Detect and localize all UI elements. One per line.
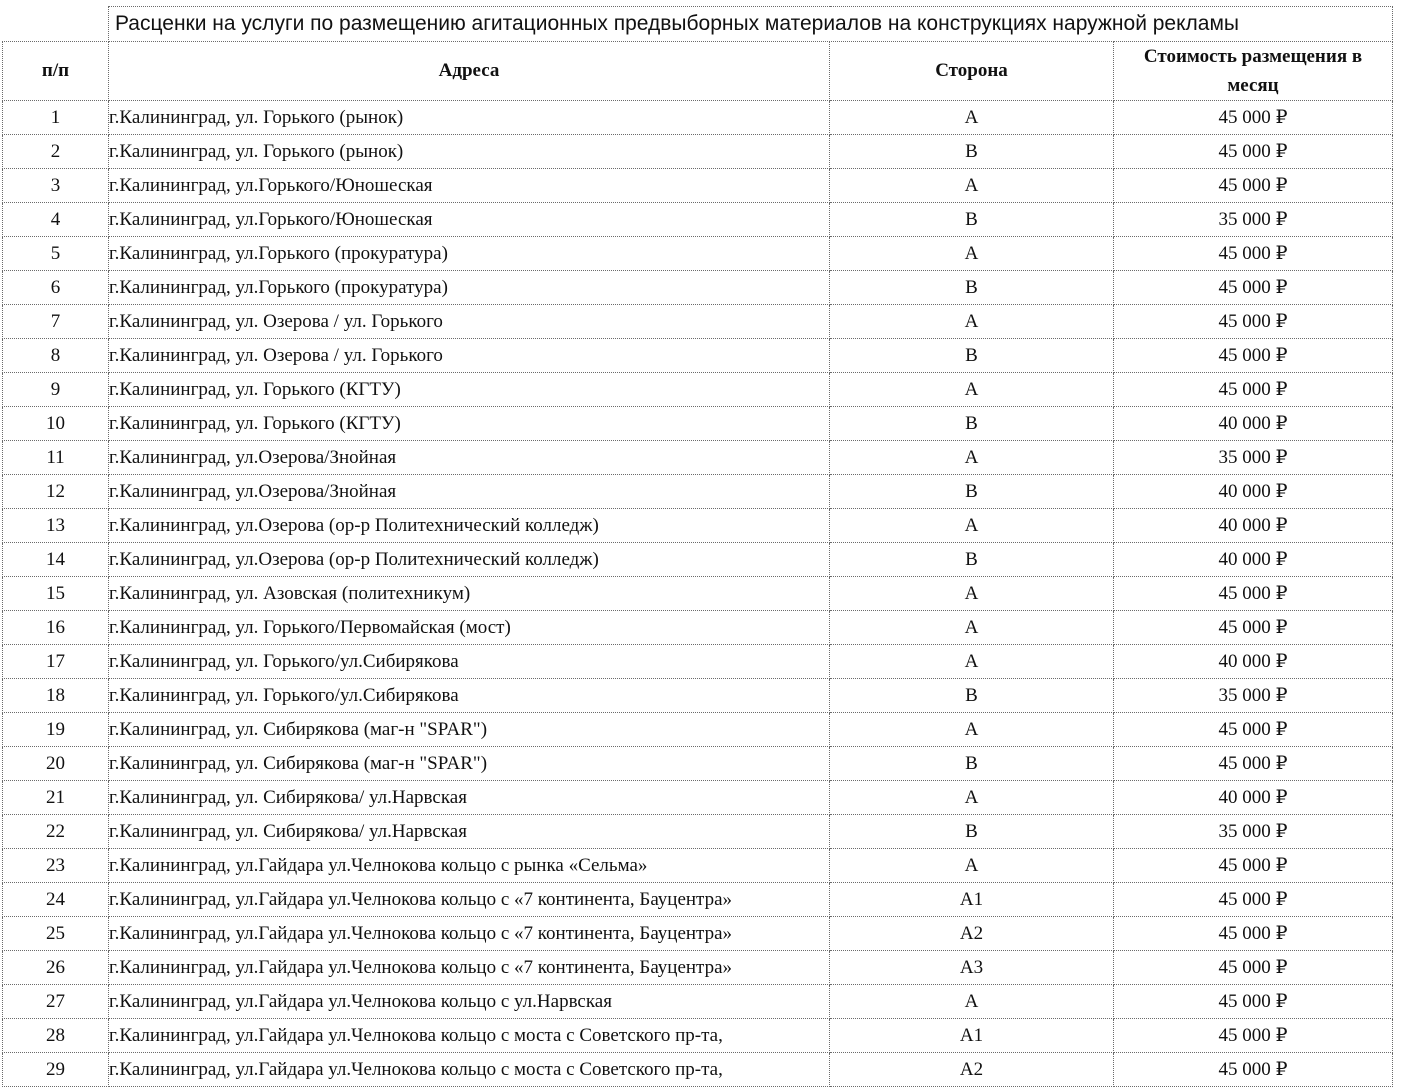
row-number-cell[interactable]: 11 [3, 441, 109, 475]
side-cell[interactable]: А3 [830, 951, 1114, 985]
table-row [3, 781, 1393, 815]
row-number-cell[interactable]: 16 [3, 611, 109, 645]
table-row [3, 747, 1393, 781]
price-cell[interactable]: 40 000 ₽ [1114, 407, 1393, 441]
price-cell[interactable]: 45 000 ₽ [1114, 611, 1393, 645]
address-cell[interactable]: г.Калининград, ул. Сибирякова (маг-н "SPAR") [109, 713, 830, 747]
side-cell[interactable]: А1 [830, 1019, 1114, 1053]
address-cell[interactable]: г.Калининград, ул.Гайдара ул.Челнокова кольцо с рынка «Сельма» [109, 849, 830, 883]
header-price[interactable]: Стоимость размещения в месяц [1114, 42, 1393, 101]
table-row [3, 509, 1393, 543]
address-cell[interactable]: г.Калининград, ул. Горького (рынок) [109, 135, 830, 169]
row-number-cell[interactable]: 14 [3, 543, 109, 577]
table-row [3, 441, 1393, 475]
side-cell[interactable]: А [830, 611, 1114, 645]
price-cell[interactable]: 45 000 ₽ [1114, 951, 1393, 985]
address-cell[interactable]: г.Калининград, ул. Горького/ул.Сибирякова [109, 679, 830, 713]
price-cell[interactable]: 45 000 ₽ [1114, 883, 1393, 917]
price-cell[interactable]: 45 000 ₽ [1114, 917, 1393, 951]
table-body [3, 101, 1393, 1087]
table-row [3, 917, 1393, 951]
price-cell[interactable]: 45 000 ₽ [1114, 373, 1393, 407]
row-number-cell[interactable]: 20 [3, 747, 109, 781]
table-row [3, 679, 1393, 713]
address-cell[interactable]: г.Калининград, ул. Горького (КГТУ) [109, 407, 830, 441]
side-cell[interactable]: А2 [830, 1053, 1114, 1087]
empty-cell[interactable] [3, 7, 109, 42]
price-cell[interactable]: 35 000 ₽ [1114, 679, 1393, 713]
table-row [3, 407, 1393, 441]
table-row [3, 475, 1393, 509]
row-number-cell[interactable]: 4 [3, 203, 109, 237]
table-row [3, 135, 1393, 169]
address-cell[interactable]: г.Калининград, ул.Озерова (ор-р Политехнический колледж) [109, 543, 830, 577]
side-cell[interactable]: А [830, 101, 1114, 135]
table-row [3, 1019, 1393, 1053]
row-number-cell[interactable]: 18 [3, 679, 109, 713]
side-cell[interactable]: В [830, 271, 1114, 305]
table-row [3, 713, 1393, 747]
address-cell[interactable]: г.Калининград, ул. Азовская (политехникум) [109, 577, 830, 611]
price-cell[interactable]: 45 000 ₽ [1114, 271, 1393, 305]
price-cell[interactable]: 45 000 ₽ [1114, 237, 1393, 271]
address-cell[interactable]: г.Калининград, ул.Гайдара ул.Челнокова кольцо с «7 континента, Бауцентра» [109, 917, 830, 951]
address-cell[interactable]: г.Калининград, ул. Сибирякова (маг-н "SPAR") [109, 747, 830, 781]
side-cell[interactable]: В [830, 135, 1114, 169]
side-cell[interactable]: А [830, 373, 1114, 407]
address-cell[interactable]: г.Калининград, ул.Озерова/Знойная [109, 441, 830, 475]
row-number-cell[interactable]: 25 [3, 917, 109, 951]
address-cell[interactable]: г.Калининград, ул. Озерова / ул. Горького [109, 339, 830, 373]
table-row [3, 373, 1393, 407]
side-cell[interactable]: А [830, 577, 1114, 611]
row-number-cell[interactable]: 2 [3, 135, 109, 169]
row-number-cell[interactable]: 7 [3, 305, 109, 339]
address-cell[interactable]: г.Калининград, ул. Сибирякова/ ул.Нарвская [109, 815, 830, 849]
address-cell[interactable]: г.Калининград, ул.Озерова/Знойная [109, 475, 830, 509]
table-row [3, 883, 1393, 917]
address-cell[interactable]: г.Калининград, ул.Горького (прокуратура) [109, 271, 830, 305]
price-cell[interactable]: 45 000 ₽ [1114, 985, 1393, 1019]
table-row [3, 577, 1393, 611]
price-cell[interactable]: 35 000 ₽ [1114, 203, 1393, 237]
price-cell[interactable]: 45 000 ₽ [1114, 747, 1393, 781]
table-row [3, 951, 1393, 985]
header-row [3, 42, 1393, 101]
price-cell[interactable]: 45 000 ₽ [1114, 339, 1393, 373]
side-cell[interactable]: В [830, 679, 1114, 713]
header-num[interactable]: п/п [3, 42, 109, 101]
table-title[interactable]: Расценки на услуги по размещению агитационных предвыборных материалов на конструкциях наружной рекламы [109, 7, 1393, 42]
row-number-cell[interactable]: 17 [3, 645, 109, 679]
row-number-cell[interactable]: 24 [3, 883, 109, 917]
address-cell[interactable]: г.Калининград, ул. Озерова / ул. Горького [109, 305, 830, 339]
table-row [3, 1053, 1393, 1087]
address-cell[interactable]: г.Калининград, ул.Озерова (ор-р Политехнический колледж) [109, 509, 830, 543]
row-number-cell[interactable]: 21 [3, 781, 109, 815]
price-cell[interactable]: 45 000 ₽ [1114, 1019, 1393, 1053]
price-cell[interactable]: 45 000 ₽ [1114, 101, 1393, 135]
address-cell[interactable]: г.Калининград, ул.Гайдара ул.Челнокова кольцо с «7 континента, Бауцентра» [109, 883, 830, 917]
row-number-cell[interactable]: 27 [3, 985, 109, 1019]
side-cell[interactable]: А [830, 169, 1114, 203]
price-cell[interactable]: 45 000 ₽ [1114, 1053, 1393, 1087]
row-number-cell[interactable]: 6 [3, 271, 109, 305]
side-cell[interactable]: А [830, 849, 1114, 883]
price-cell[interactable]: 45 000 ₽ [1114, 305, 1393, 339]
table-row [3, 339, 1393, 373]
table-row [3, 101, 1393, 135]
price-cell[interactable]: 45 000 ₽ [1114, 169, 1393, 203]
row-number-cell[interactable]: 15 [3, 577, 109, 611]
side-cell[interactable]: А [830, 985, 1114, 1019]
side-cell[interactable]: А [830, 305, 1114, 339]
address-cell[interactable]: г.Калининград, ул.Гайдара ул.Челнокова кольцо с «7 континента, Бауцентра» [109, 951, 830, 985]
side-cell[interactable]: А [830, 509, 1114, 543]
address-cell[interactable]: г.Калининград, ул. Горького/ул.Сибирякова [109, 645, 830, 679]
side-cell[interactable]: В [830, 475, 1114, 509]
row-number-cell[interactable]: 8 [3, 339, 109, 373]
row-number-cell[interactable]: 23 [3, 849, 109, 883]
side-cell[interactable]: А2 [830, 917, 1114, 951]
side-cell[interactable]: В [830, 203, 1114, 237]
price-cell[interactable]: 40 000 ₽ [1114, 543, 1393, 577]
price-cell[interactable]: 45 000 ₽ [1114, 713, 1393, 747]
address-cell[interactable]: г.Калининград, ул.Гайдара ул.Челнокова кольцо с моста с Советского пр-та, [109, 1019, 830, 1053]
side-cell[interactable]: А1 [830, 883, 1114, 917]
table-row [3, 305, 1393, 339]
row-number-cell[interactable]: 5 [3, 237, 109, 271]
table-row [3, 543, 1393, 577]
side-cell[interactable]: А [830, 237, 1114, 271]
row-number-cell[interactable]: 12 [3, 475, 109, 509]
side-cell[interactable]: А [830, 645, 1114, 679]
row-number-cell[interactable]: 13 [3, 509, 109, 543]
row-number-cell[interactable]: 29 [3, 1053, 109, 1087]
side-cell[interactable]: В [830, 543, 1114, 577]
row-number-cell[interactable]: 22 [3, 815, 109, 849]
price-cell[interactable]: 40 000 ₽ [1114, 509, 1393, 543]
price-cell[interactable]: 35 000 ₽ [1114, 815, 1393, 849]
price-cell[interactable]: 45 000 ₽ [1114, 577, 1393, 611]
side-cell[interactable]: В [830, 407, 1114, 441]
address-cell[interactable]: г.Калининград, ул. Горького (рынок) [109, 101, 830, 135]
address-cell[interactable]: г.Калининград, ул.Гайдара ул.Челнокова кольцо с ул.Нарвская [109, 985, 830, 1019]
table-row [3, 237, 1393, 271]
table-row [3, 169, 1393, 203]
side-cell[interactable]: А [830, 441, 1114, 475]
price-cell[interactable]: 40 000 ₽ [1114, 645, 1393, 679]
address-cell[interactable]: г.Калининград, ул.Горького/Юношеская [109, 169, 830, 203]
side-cell[interactable]: А [830, 713, 1114, 747]
table-row [3, 611, 1393, 645]
row-number-cell[interactable]: 19 [3, 713, 109, 747]
side-cell[interactable]: В [830, 815, 1114, 849]
header-address[interactable]: Адреса [109, 42, 830, 101]
header-side[interactable]: Сторона [830, 42, 1114, 101]
side-cell[interactable]: В [830, 747, 1114, 781]
price-table [2, 6, 1393, 1087]
price-cell[interactable]: 35 000 ₽ [1114, 441, 1393, 475]
price-cell[interactable]: 40 000 ₽ [1114, 781, 1393, 815]
price-cell[interactable]: 40 000 ₽ [1114, 475, 1393, 509]
price-cell[interactable]: 45 000 ₽ [1114, 135, 1393, 169]
row-number-cell[interactable]: 3 [3, 169, 109, 203]
side-cell[interactable]: А [830, 781, 1114, 815]
address-cell[interactable]: г.Калининград, ул.Горького (прокуратура) [109, 237, 830, 271]
address-cell[interactable]: г.Калининград, ул. Горького/Первомайская (мост) [109, 611, 830, 645]
row-number-cell[interactable]: 9 [3, 373, 109, 407]
side-cell[interactable]: В [830, 339, 1114, 373]
price-cell[interactable]: 45 000 ₽ [1114, 849, 1393, 883]
table-row [3, 849, 1393, 883]
address-cell[interactable]: г.Калининград, ул.Гайдара ул.Челнокова кольцо с моста с Советского пр-та, [109, 1053, 830, 1087]
table-row [3, 815, 1393, 849]
row-number-cell[interactable]: 26 [3, 951, 109, 985]
row-number-cell[interactable]: 10 [3, 407, 109, 441]
address-cell[interactable]: г.Калининград, ул. Сибирякова/ ул.Нарвская [109, 781, 830, 815]
row-number-cell[interactable]: 1 [3, 101, 109, 135]
address-cell[interactable]: г.Калининград, ул. Горького (КГТУ) [109, 373, 830, 407]
table-row [3, 203, 1393, 237]
table-row [3, 271, 1393, 305]
table-row [3, 985, 1393, 1019]
row-number-cell[interactable]: 28 [3, 1019, 109, 1053]
address-cell[interactable]: г.Калининград, ул.Горького/Юношеская [109, 203, 830, 237]
table-row [3, 645, 1393, 679]
title-row [3, 7, 1393, 42]
